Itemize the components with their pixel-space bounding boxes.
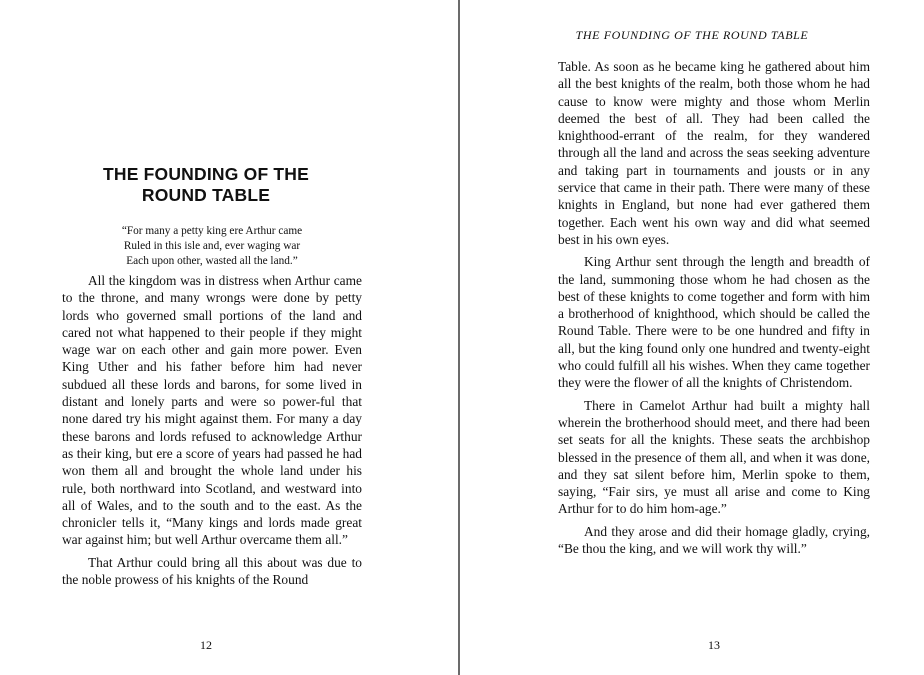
chapter-title-line-2: ROUND TABLE bbox=[141, 185, 271, 205]
paragraph: Table. As soon as he became king he gathered about him all the best knights of the realm, both those whom he had cause to know were mighty and those whom Merlin deemed the best of all. They had been called the knighthood-errant of the realm, for they wandered through all the land and across the seas seeking adventure and taking part in tournaments and jousts or in any service that came in their path. There were many of these knights in England, but none had ever gathered them together. Each went his own way and did what seemed best in his own eyes. bbox=[558, 59, 870, 247]
right-page bbox=[460, 0, 924, 675]
epigraph-line: Ruled in this isle and, ever waging war bbox=[123, 240, 301, 252]
paragraph: King Arthur sent through the length and breadth of the land, summoning those whom he had chosen as the best of these knights to come together and form with him a brotherhood of knighthood, which should be called the Round Table. There were to be one hundred and fifty in all, but the king found only one hundred and twenty-eight who could fulfill all his wishes. When they came together they were the flower of all the knights of Christendom. bbox=[558, 254, 870, 391]
paragraph: All the kingdom was in distress when Arthur came to the throne, and many wrongs were done by petty lords who governed small portions of the land and cared not what happened to their people if they might wage war on each other and gain more power. Even King Uther and his father before him had never subdued all these lords and barons, for some lived in distant and lonely parts and were so power-ful that none dared try his might against them. For many a day these barons and lords refused to acknowledge Arthur as their king, but ere a score of years had passed he had won them all and brought the whole land under his rule, both northward into Scotland, and westward into all of Wales, and to the south and to the east. As the chronicler tells it, “Many kings and lords made great war against him; but well Arthur overcame them all.” bbox=[62, 273, 362, 548]
paragraph: And they arose and did their homage gladly, crying, “Be thou the king, and we will work thy will.” bbox=[558, 523, 870, 557]
left-page bbox=[0, 0, 458, 675]
left-body-text bbox=[62, 272, 362, 593]
page-number-left: 12 bbox=[200, 638, 212, 652]
right-body-text bbox=[558, 58, 870, 562]
chapter-title-line-1: THE FOUNDING OF THE bbox=[102, 164, 309, 184]
page-number-right: 13 bbox=[708, 638, 720, 652]
paragraph: That Arthur could bring all this about was due to the noble prowess of his knights of the Round bbox=[62, 554, 362, 588]
epigraph bbox=[112, 224, 312, 269]
epigraph-line: “For many a petty king ere Arthur came bbox=[121, 225, 303, 237]
chapter-title bbox=[80, 164, 332, 206]
paragraph: There in Camelot Arthur had built a mighty hall wherein the brotherhood should meet, and there had been set seats for all the knights. These seats the archbishop blessed in the presence of them all, and when it was done, and they sat silent before him, Merlin spoke to them, saying, “Fair sirs, ye must all arise and come to King Arthur for to do him hom-age.” bbox=[558, 397, 870, 517]
running-head: THE FOUNDING OF THE ROUND TABLE bbox=[575, 28, 809, 42]
epigraph-line: Each upon other, wasted all the land.” bbox=[126, 255, 298, 267]
